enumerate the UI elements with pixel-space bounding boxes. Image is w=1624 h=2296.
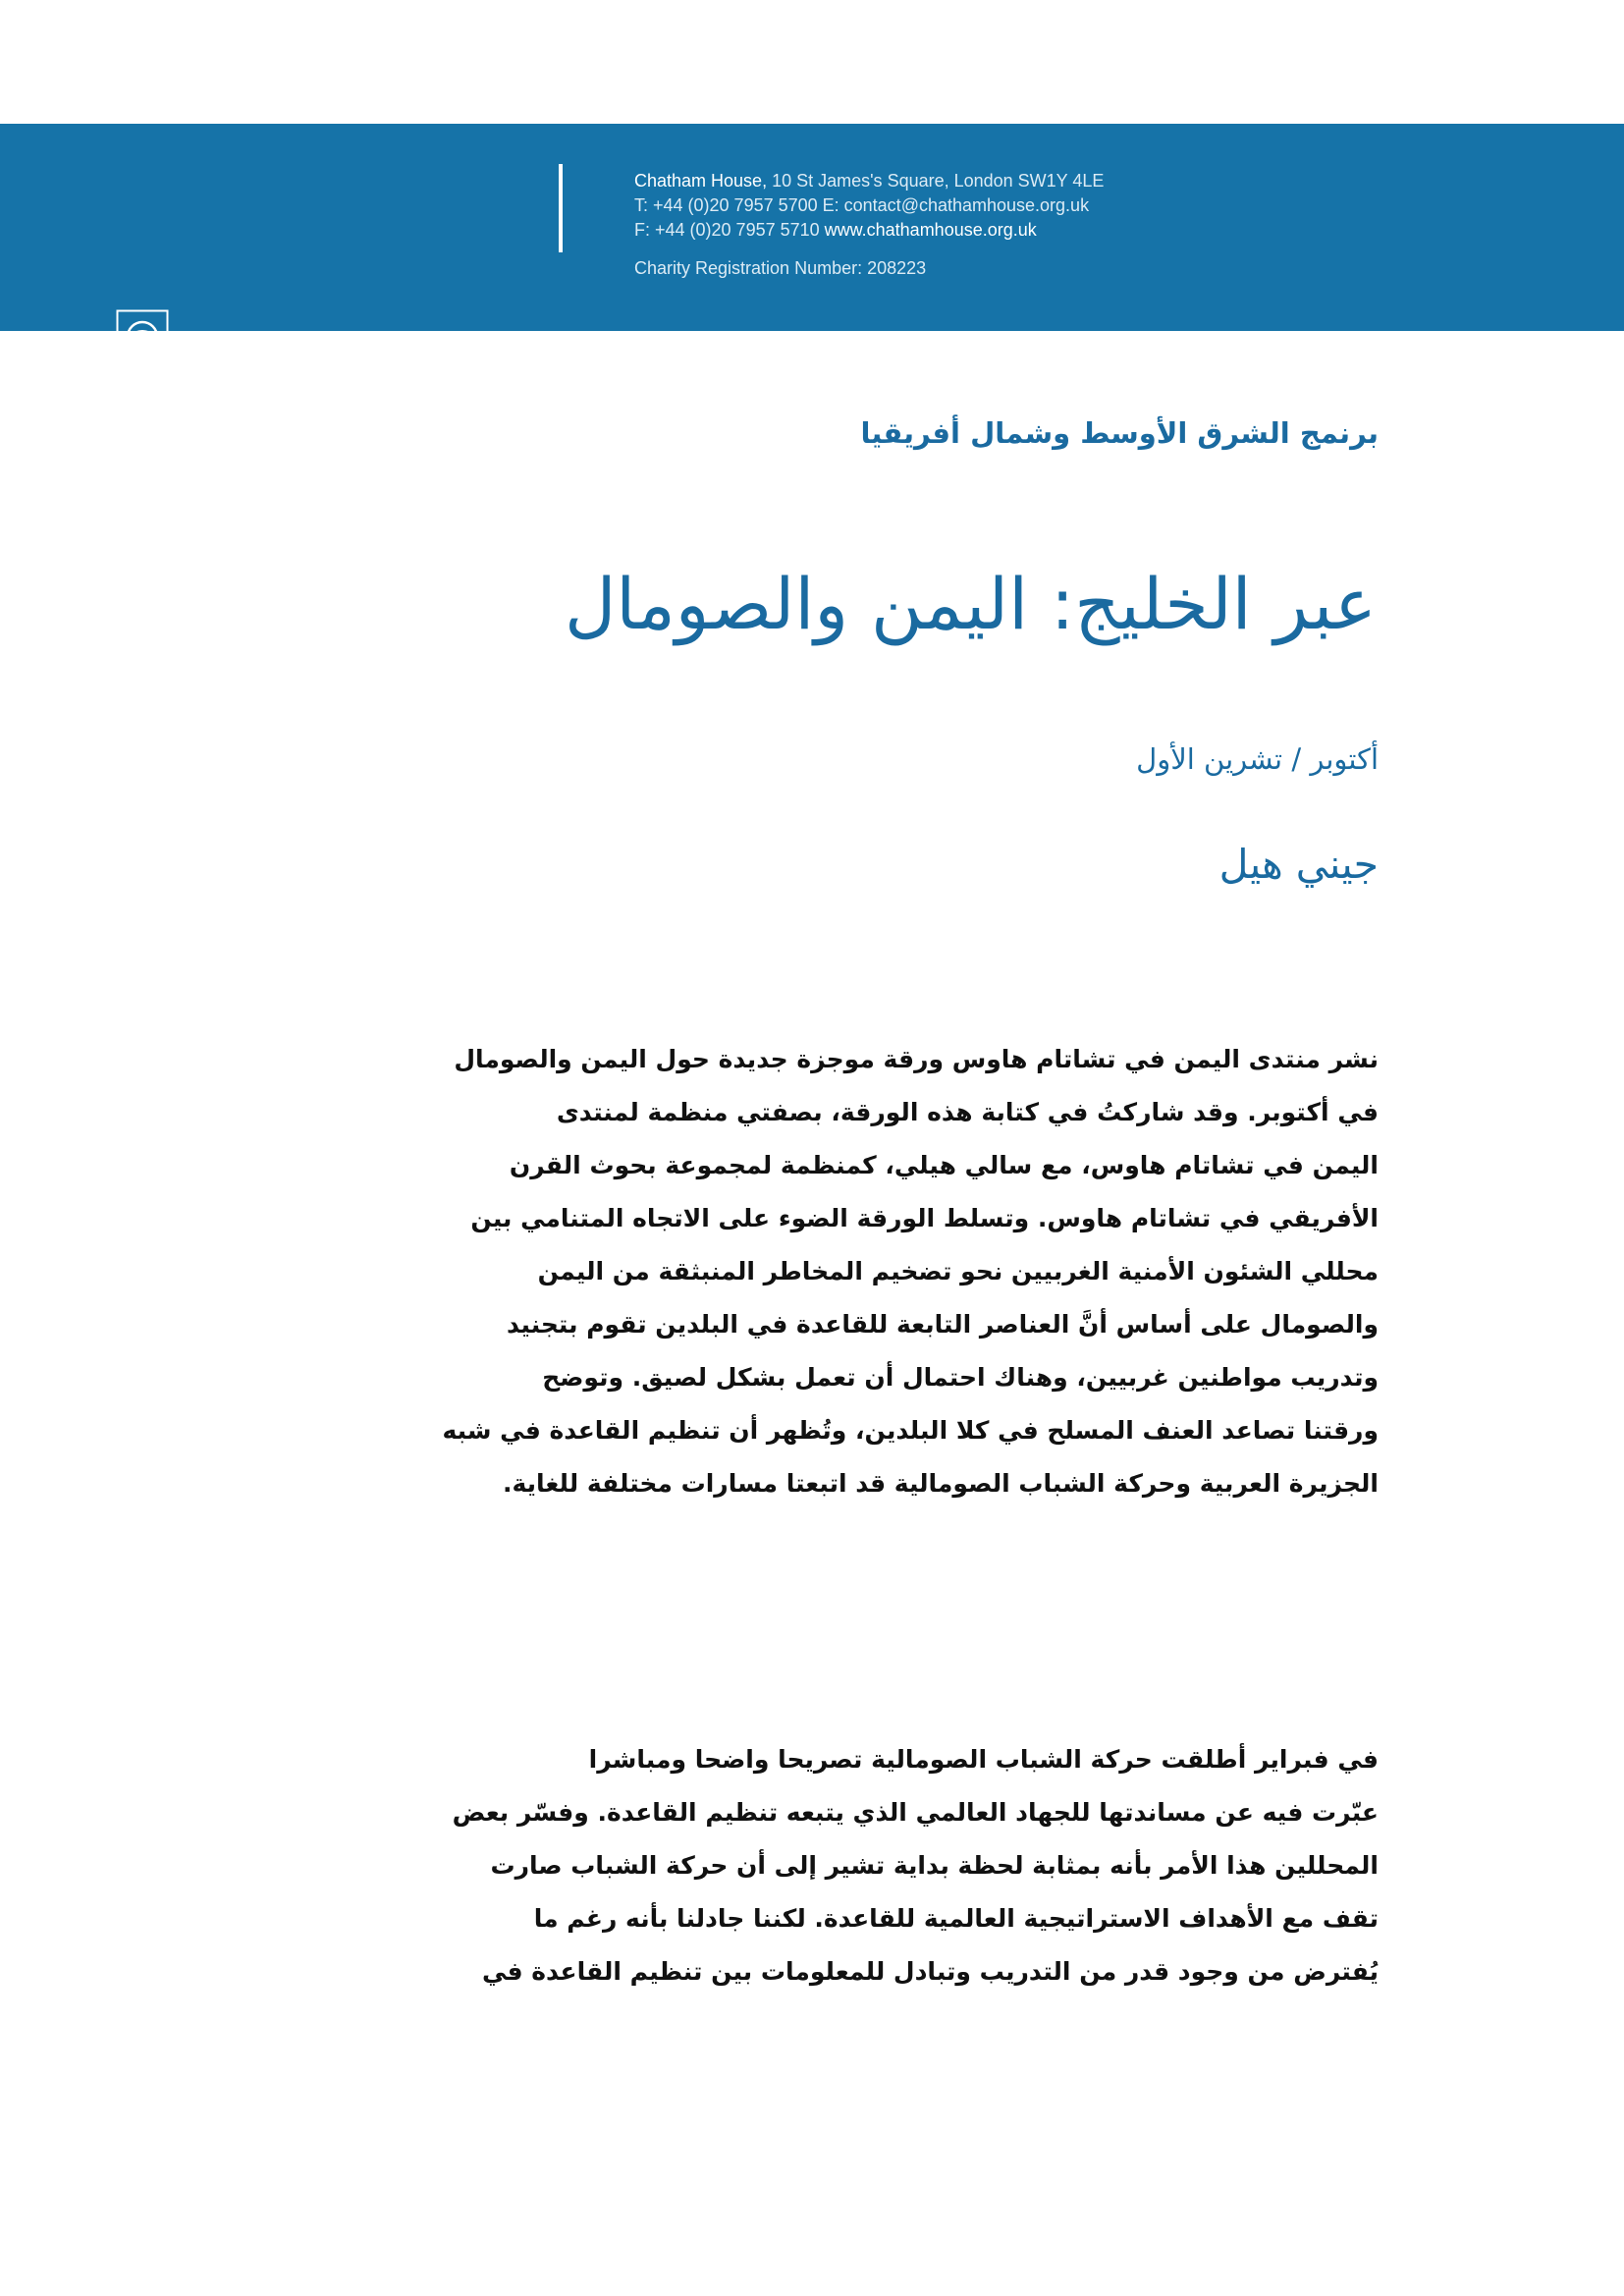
- paragraph-line: ورقتنا تصاعد العنف المسلح في كلا البلدين، وتُظهر أن تنظيم القاعدة في شبه: [442, 1416, 1379, 1445]
- publication-date: أكتوبر / تشرين الأول: [1136, 742, 1379, 776]
- address-rest: 10 St James's Square, London SW1Y 4LE: [767, 171, 1105, 191]
- paragraph-line: الجزيرة العربية وحركة الشباب الصومالية قد اتبعتا مسارات مختلفة للغاية.: [503, 1469, 1379, 1498]
- fax: F: +44 (0)20 7957 5710: [634, 220, 825, 240]
- contact-block: [634, 169, 1104, 281]
- paragraph-line: محللي الشئون الأمنية الغربيين نحو تضخيم المخاطر المنبثقة من اليمن: [537, 1257, 1379, 1285]
- paragraph-line: وتدريب مواطنين غربيين، وهناك احتمال أن تعمل بشكل لصيق. وتوضح: [542, 1363, 1379, 1392]
- website-link[interactable]: www.chathamhouse.org.uk: [824, 220, 1037, 240]
- chatham-house-emblem-icon: [116, 309, 169, 394]
- fax-web-line: [634, 218, 1104, 243]
- address-line: [634, 169, 1104, 193]
- paragraph-1: [443, 1033, 1380, 1510]
- paragraph-line: نشر منتدى اليمن في تشاتام هاوس ورقة موجزة جديدة حول اليمن والصومال: [454, 1045, 1379, 1073]
- author-name: جيني هيل: [1218, 841, 1379, 888]
- paragraph-2: [453, 1733, 1379, 1998]
- paragraph-line: المحللين هذا الأمر بأنه بمثابة لحظة بداية تشير إلى أن حركة الشباب صارت: [490, 1851, 1379, 1880]
- paragraph-line: تقف مع الأهداف الاستراتيجية العالمية للقاعدة. لكننا جادلنا بأنه رغم ما: [533, 1904, 1379, 1933]
- paragraph-line: عبّرت فيه عن مساندتها للجهاد العالمي الذي يتبعه تنظيم القاعدة. وفسّر بعض: [452, 1798, 1379, 1827]
- address-name: Chatham House,: [634, 171, 768, 191]
- paragraph-line: والصومال على أساس أنَّ العناصر التابعة للقاعدة في البلدين تقوم بتجنيد: [507, 1310, 1379, 1339]
- paragraph-line: اليمن في تشاتام هاوس، مع سالي هيلي، كمنظمة لمجموعة بحوث القرن: [509, 1151, 1379, 1179]
- charity-registration: Charity Registration Number: 208223: [634, 258, 927, 278]
- paragraph-line: الأفريقي في تشاتام هاوس. وتسلط الورقة الضوء على الاتجاه المتنامي بين: [470, 1204, 1379, 1232]
- paragraph-line: في فبراير أطلقت حركة الشباب الصومالية تصريحا واضحا ومباشرا: [588, 1745, 1379, 1774]
- paragraph-line: في أكتوبر. وقد شاركتُ في كتابة هذه الورقة، بصفتي منظمة لمنتدى: [556, 1098, 1379, 1126]
- page-title: عبر الخليج: اليمن والصومال: [564, 563, 1377, 645]
- logo-wordmark: CHATHAM HOUSE: [181, 325, 520, 367]
- phone-email-line: T: +44 (0)20 7957 5700 E: contact@chathamhouse.org.uk: [634, 195, 1090, 215]
- banner-divider: [559, 164, 563, 252]
- program-name: برنمج الشرق الأوسط وشمال أفريقيا: [860, 416, 1379, 450]
- paragraph-line: يُفترض من وجود قدر من التدريب وتبادل للمعلومات بين تنظيم القاعدة في: [481, 1957, 1379, 1986]
